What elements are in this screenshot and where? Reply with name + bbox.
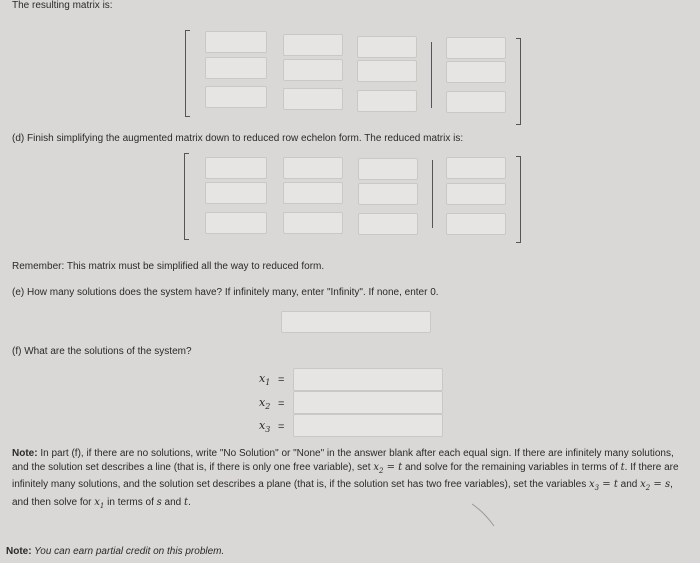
matrix-c-cell-r3c4[interactable] [446, 91, 506, 113]
x2-sub: 2 [265, 402, 271, 412]
matrix-d-cell-r3c3[interactable] [358, 213, 418, 235]
note-x1-var: x [94, 496, 100, 508]
matrix-d-left-bracket [184, 153, 189, 240]
note-p3: . If there are infinitely many solutions, and the solution set describes a plane (that is, if the solution set has two free variables), set the variables [12, 461, 679, 490]
x1-label [259, 372, 270, 387]
matrix-c-right-bracket [516, 38, 521, 125]
matrix-c-cell-r3c3[interactable] [357, 90, 417, 112]
note-p1: In part (f), if there are no solutions, write "No Solution" or "None" in the answer blank after each equal sign. If there are infinitely many solutions, and the solution set describes a line (that is, if there is only one free variable), set [12, 448, 674, 473]
matrix-c-cell-r2c1[interactable] [205, 57, 267, 79]
matrix-d-cell-r1c4[interactable] [446, 157, 506, 179]
matrix-d-cell-r2c1[interactable] [205, 182, 267, 204]
matrix-d-cell-r2c2[interactable] [283, 182, 343, 204]
x2-equals: = [278, 398, 285, 410]
section-d-prompt: (d) Finish simplifying the augmented matrix down to reduced row echelon form. The reduced matrix is: [12, 133, 464, 144]
note-end: . [188, 496, 191, 508]
note-x2-var: x [373, 461, 379, 473]
x1-equals: = [278, 374, 285, 386]
matrix-c-cell-r1c3[interactable] [357, 36, 417, 58]
matrix-d-right-bracket [516, 156, 521, 243]
note-p4: , and then solve for [12, 479, 673, 508]
note-x3 [589, 479, 599, 490]
solutions-count-input[interactable] [281, 311, 431, 333]
section-d-reminder: Remember: This matrix must be simplified all the way to reduced form. [12, 261, 325, 272]
note-s: s [156, 496, 162, 508]
matrix-d-cell-r1c2[interactable] [283, 157, 343, 179]
x1-input[interactable] [293, 368, 443, 391]
section-c-heading: The resulting matrix is: [12, 0, 113, 11]
matrix-c-cell-r2c2[interactable] [283, 59, 343, 81]
note-x2b-sub: 2 [645, 484, 651, 492]
footer-note-label: Note: [6, 546, 32, 557]
matrix-d-cell-r3c4[interactable] [446, 213, 506, 235]
matrix-c-cell-r3c2[interactable] [283, 88, 343, 110]
note-eq-s: = s [650, 479, 671, 490]
note-x2-sub: 2 [378, 466, 384, 475]
section-f-prompt: (f) What are the solutions of the system? [12, 346, 192, 357]
matrix-d-cell-r1c1[interactable] [205, 157, 267, 179]
x3-label [259, 419, 270, 434]
pen-mark [470, 500, 510, 530]
matrix-c-cell-r2c3[interactable] [357, 60, 417, 82]
matrix-c-cell-r1c2[interactable] [283, 34, 343, 56]
x3-var: x [259, 419, 266, 432]
note-eq-t2: = t [599, 479, 618, 490]
note-x3-var: x [588, 479, 595, 490]
matrix-c-augment-bar [431, 42, 432, 108]
partial-credit-note [6, 546, 224, 557]
note-x1-sub: 1 [99, 501, 105, 510]
matrix-c-cell-r1c4[interactable] [446, 37, 506, 59]
x1-sub: 1 [265, 378, 271, 388]
note-t: t [620, 461, 625, 473]
matrix-d-cell-r2c4[interactable] [446, 183, 506, 205]
note-eq-t: = t [383, 461, 403, 473]
x3-equals: = [278, 421, 285, 433]
matrix-d-cell-r3c2[interactable] [283, 212, 343, 234]
note-label: Note: [12, 448, 38, 459]
note-x2b [640, 479, 650, 490]
x2-var: x [259, 396, 266, 409]
matrix-c-cell-r1c1[interactable] [205, 31, 267, 53]
matrix-d-cell-r3c1[interactable] [205, 212, 267, 234]
matrix-c-cell-r2c4[interactable] [446, 61, 506, 83]
x3-input[interactable] [293, 414, 443, 437]
matrix-d-cell-r2c3[interactable] [358, 183, 418, 205]
note-paragraph [12, 447, 684, 513]
note-p2: and solve for the remaining variables in terms of [402, 461, 621, 473]
note-x3-sub: 3 [594, 484, 600, 492]
matrix-c-cell-r3c1[interactable] [205, 86, 267, 108]
matrix-d-augment-bar [432, 160, 433, 228]
note-x1 [94, 497, 104, 508]
x2-label [259, 396, 270, 411]
note-x2b-var: x [640, 479, 646, 490]
x3-sub: 3 [265, 425, 271, 435]
matrix-d-cell-r1c3[interactable] [358, 158, 418, 180]
note-p5: in terms of [104, 496, 157, 508]
x2-input[interactable] [293, 391, 443, 414]
note-and2: and [161, 496, 185, 508]
note-and: and [617, 479, 641, 490]
note-t2: t [184, 496, 189, 508]
section-e-prompt: (e) How many solutions does the system have? If infinitely many, enter "Infinity". If none, enter 0. [12, 287, 439, 298]
x1-var: x [259, 372, 266, 385]
matrix-c-left-bracket [185, 30, 190, 117]
note-x2 [373, 462, 383, 473]
footer-note-text: You can earn partial credit on this problem. [31, 546, 225, 557]
